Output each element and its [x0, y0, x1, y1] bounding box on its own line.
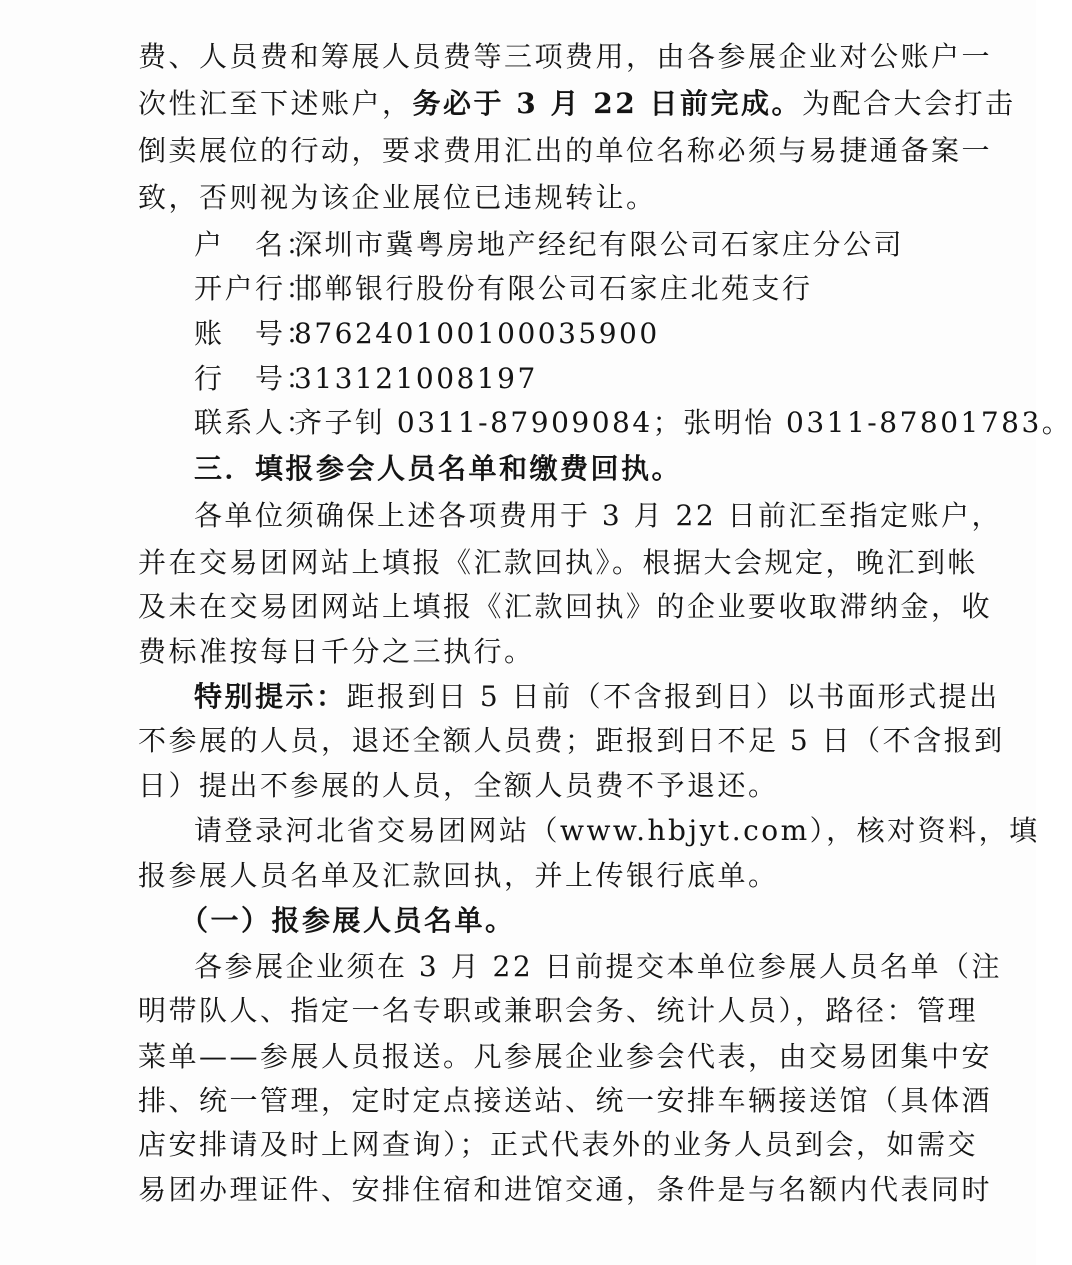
text-line: 不参展的人员，退还全额人员费；距报到日不足 5 日（不含报到 — [138, 724, 1005, 757]
text-span: 次性汇至下述账户， — [138, 87, 413, 120]
text-line: 日）提出不参展的人员，全额人员费不予退还。 — [138, 769, 779, 802]
contact-label: 联系人： — [194, 406, 317, 439]
account-number-row — [194, 311, 938, 357]
text-line: 致，否则视为该企业展位已违规转让。 — [138, 181, 657, 214]
text-line: 费标准按每日千分之三执行。 — [138, 635, 535, 668]
account-bank-value: 邯郸银行股份有限公司石家庄北苑支行 — [294, 272, 813, 305]
text-line: 店安排请及时上网查询）；正式代表外的业务人员到会，如需交 — [138, 1128, 979, 1161]
text-line: 及未在交易团网站上填报《汇款回执》的企业要收取滞纳金，收 — [138, 590, 993, 623]
text-line: 费、人员费和筹展人员费等三项费用，由各参展企业对公账户一 — [138, 40, 993, 73]
section-heading: 三．填报参会人员名单和缴费回执。 — [194, 452, 683, 485]
special-tip-label: 特别提示： — [194, 680, 347, 713]
account-bank-label: 开户行： — [194, 272, 317, 305]
text-line: 各单位须确保上述各项费用于 3 月 22 日前汇至指定账户， — [194, 499, 1003, 532]
bank-code-label: 行 号： — [194, 362, 317, 395]
text-span: 为配合大会打击 — [801, 87, 1016, 120]
account-bank-row — [194, 266, 938, 312]
text-line: 倒卖展位的行动，要求费用汇出的单位名称必须与易捷通备案一 — [138, 134, 993, 167]
subsection-heading: （一）报参展人员名单。 — [180, 904, 516, 937]
deadline-emphasis: 务必于 3 月 22 日前完成。 — [412, 87, 802, 120]
account-number-label: 账 号： — [194, 317, 317, 350]
text-line: 各参展企业须在 3 月 22 日前提交本单位参展人员名单（注 — [194, 950, 1003, 983]
contact-value: 齐子钊 0311-87909084；张明怡 0311-87801783。 — [294, 406, 1072, 439]
account-name-row — [194, 222, 938, 268]
text-span: 距报到日 5 日前（不含报到日）以书面形式提出 — [346, 680, 1000, 713]
text-line: 请登录河北省交易团网站（www.hbjyt.com），核对资料，填 — [194, 814, 1040, 847]
text-line — [138, 81, 1016, 127]
text-line: 易团办理证件、安排住宿和进馆交通，条件是与名额内代表同时 — [138, 1173, 993, 1206]
text-line: 明带队人、指定一名专职或兼职会务、统计人员），路径：管理 — [138, 994, 979, 1027]
bank-code-row — [194, 356, 938, 402]
special-tip-line — [194, 674, 1000, 720]
account-name-label: 户 名： — [194, 228, 317, 261]
text-line: 报参展人员名单及汇款回执，并上传银行底单。 — [138, 859, 779, 892]
contact-row — [194, 400, 1072, 446]
text-line: 并在交易团网站上填报《汇款回执》。根据大会规定，晚汇到帐 — [138, 546, 979, 579]
account-number-value: 876240100100035900 — [294, 317, 660, 350]
account-name-value: 深圳市冀粤房地产经纪有限公司石家庄分公司 — [294, 228, 905, 261]
bank-code-value: 313121008197 — [294, 362, 538, 395]
text-line: 排、统一管理，定时定点接送站、统一安排车辆接送馆（具体酒 — [138, 1084, 993, 1117]
text-line: 菜单——参展人员报送。凡参展企业参会代表，由交易团集中安 — [138, 1040, 993, 1073]
